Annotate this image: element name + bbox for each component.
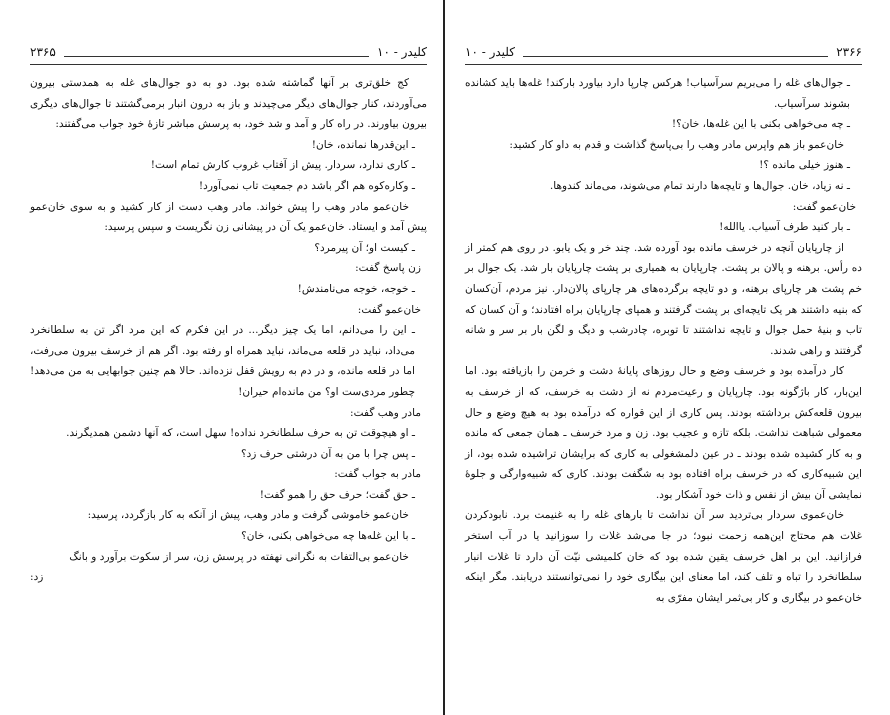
dialogue-line: ـ حق گفت؛ حرف حق را همو گفت!	[259, 488, 415, 501]
paragraph: خان‌عمو بی‌التفات به نگرانی نهفته در پرسش زن، سر از سکوت برآورد و بانگ	[69, 550, 409, 563]
dialogue-line: ـ چه می‌خواهی بکنی با این غله‌ها، خان؟!	[671, 118, 850, 131]
dialogue-line: ـ وکاره‌کوه هم اگر باشد دم جمعیت تاب نمی‌آورد!	[198, 179, 415, 192]
dialogue-line: ـ نه زیاد، خان. جوال‌ها و تایچه‌ها دارند تمام می‌شوند، می‌ماند کندوها.	[549, 179, 850, 192]
header-rule	[64, 48, 369, 57]
dialogue-line: ـ با این غله‌ها چه می‌خواهی بکنی، خان؟	[241, 530, 415, 543]
right-page-header	[465, 42, 862, 65]
paragraph: کار درآمده بود و خرسف وضع و حال روزهای پایانهٔ دشت و خرمن را بازیافته بود. اما این‌بار، کار باژگونه بود. چارپایان و رعیت‌مردم نه از دشت به خرسف، که از خرسف به بیرون قلعه‌کش برداشته بودند. پس کاری از این قواره که درآمده بود به هیچ وضع و حال معمولی شباهت نداشت. بلکه تازه و عجیب بود. زن و مرد خرسف ـ همان جمعی که مانده و به کار کشیده شده بودند ـ در عین دلمشغولی به کاری که برایشان تراشیده شده بود، از این شبیه‌کاری که در خرسف براه افتاده بود به شگفت بودند. کاری که شبیه‌وارگی و جلوهٔ نمایشی آن بیش از نفس و ذات خود آشکار بود.	[465, 365, 862, 501]
speaker-line: مادر وهب گفت:	[350, 406, 421, 419]
dialogue-line: ـ جوال‌های غله را می‌بریم سرآسیاب! هرکس چارپا دارد بیاورد بارکند! غله‌ها باید کشانده بشوند سرآسیاب.	[465, 77, 850, 110]
dialogue-line: ـ بار کنید طرف آسیاب. یاالله!	[719, 221, 850, 234]
page-number: ۲۳۶۵	[30, 45, 56, 59]
paragraph: خان‌عمو مادر وهب را پیش خواند. مادر وهب دست از کار کشید و به سوی خان‌عمو پیش آمد و ایستاد. خان‌عمو یک آن در پیشانی زن نگریست و سپس پرسید:	[30, 200, 427, 234]
dialogue-line: ـ پس چرا با من به آن درشتی حرف زد؟	[240, 447, 415, 460]
dialogue-line: ـ هنوز خیلی مانده ؟!	[759, 159, 850, 172]
dialogue-line: ـ این را می‌دانم، اما یک چیز دیگر... در این فکرم که این مرد اگر تن به سلطانخرد می‌داد، نباید در قلعه می‌ماند، نباید همراه او رفته بود. اگر هم از خرسف بیرون می‌رفت، اما در قلعه مانده، و در دم به رویش قفل نزده‌اند. حالا هم چنین جوابهایی به من می‌دهد! چطور مردی‌ست او؟ من مانده‌ام حیران!	[30, 324, 415, 398]
page-number: ۲۳۶۶	[836, 45, 862, 59]
header-rule	[523, 48, 828, 57]
speaker-line: خان‌عمو گفت:	[357, 303, 421, 316]
paragraph: زد:	[30, 571, 44, 584]
chapter-title: کلیدر - ۱۰	[465, 45, 515, 59]
dialogue-line: ـ او هیچوقت تن به حرف سلطانخرد نداده! سهل است، که آنها دشمن همدیگرند.	[66, 427, 415, 440]
right-page	[445, 0, 890, 715]
chapter-title: کلیدر - ۱۰	[377, 45, 427, 59]
paragraph: خان‌عمو خاموشی گرفت و مادر وهب، پیش از آنکه به کار بازگردد، پرسید:	[87, 509, 409, 522]
dialogue-line: ـ کاری ندارد، سردار. پیش از آفتاب غروب کارش تمام است!	[150, 159, 415, 172]
left-page-body	[30, 73, 427, 588]
right-page-body	[465, 73, 862, 608]
dialogue-line: ـ این‌قدرها نمانده، خان!	[311, 138, 415, 151]
paragraph: خان‌عموی سردار بی‌تردید سر آن نداشت تا بارهای غله را به غنیمت برد. نابودکردن غلات هم محتاج این‌همه زحمت نبود؛ در جا می‌شد غلات را سوزانید یا در آب استخر فرازانید. این بر اهل خرسف یقین شده بود که خان کلمیشی نیّت آن دارد تا غلات انبار سلطانخرد را تباه و تلف کند، اما معنای این بیگاری خود را نمی‌توانستند دریابند. مگر اینکه خان‌عمو در بیگاری و کار بی‌ثمر ایشان مفرّی به	[465, 509, 862, 604]
paragraph: کج خلق‌تری بر آنها گماشته شده بود. دو به دو جوال‌های غله به همدستی بیرون می‌آوردند، کنار جوال‌های دیگر می‌چیدند و باز به درون انبار برمی‌گشتند تا جوال‌های دیگری بیرون بیاورند. در راه کار و آمد و شد خود، به پرسش مباشر تازهٔ خود جواب می‌گفتند:	[30, 77, 427, 131]
speaker-line: زن پاسخ گفت:	[355, 262, 421, 275]
speaker-line: خان‌عمو گفت:	[792, 200, 856, 213]
paragraph: خان‌عمو باز هم واپرس مادر وهب را بی‌پاسخ گذاشت و قدم به داو کار کشید:	[509, 138, 844, 151]
dialogue-line: ـ خوجه، خوجه می‌نامندش!	[297, 282, 415, 295]
paragraph: از چارپایان آنچه در خرسف مانده بود آورده شد. چند خر و یک یابو. در روی هم کمتر از ده رأس. برهنه و پالان بر پشت. چارپایان به همیاری بر پشت چارپایان بار شد. یک جوال بر خم پشت هر چارپای برهنه، و دو تایچه برگرده‌های هر چارپای پالان‌دار. نیز مردم، آن‌کسان که بنیه داشتند هر یک تایچه‌ای بر پشت گرفتند و همپای چارپایان براه افتادند؛ و آن کسان که تاب و بنیهٔ حمل جوال و تایچه نداشتند تا توبره، چادرشب و دیگ و لگن بار بر سر و شانه گرفتند و راهی شدند.	[465, 241, 862, 357]
speaker-line: مادر به جواب گفت:	[334, 468, 421, 481]
dialogue-line: ـ کیست او؛ آن پیرمرد؟	[314, 241, 415, 254]
left-page-header	[30, 42, 427, 65]
